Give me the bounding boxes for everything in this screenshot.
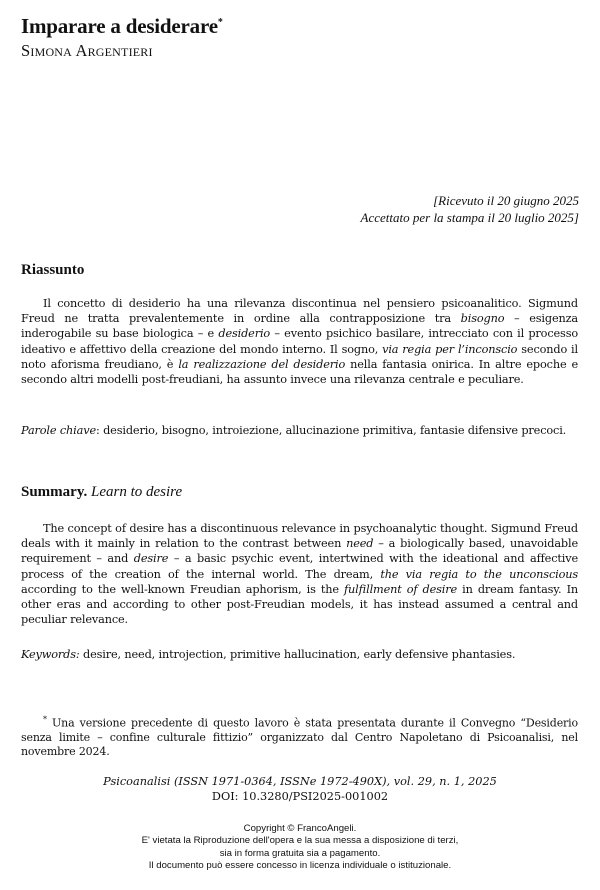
text-run: secondo il noto aforisma freudiano, è <box>21 342 578 371</box>
article-title <box>21 14 223 39</box>
keywords-text: : desiderio, bisogno, introiezione, allucinazione primitiva, fantasie difensive precoci. <box>96 424 567 437</box>
summary-paragraph <box>21 521 578 627</box>
text-run: via regia per l’inconscio <box>382 342 518 356</box>
summary-heading-label: Summary. <box>21 484 88 500</box>
journal-info <box>0 774 600 804</box>
text-run: – evento psichico basilare, intrecciato con il processo ideativo e affettivo della creazione del mondo interno. Il sogno, <box>21 327 578 356</box>
text-run: need <box>346 537 374 551</box>
text-run: – a biologically based, unavoidable requirement – and <box>21 537 578 566</box>
text-run: desire <box>133 552 169 566</box>
keywords-text: desire, need, introjection, primitive hallucination, early defensive phantasies. <box>79 648 516 661</box>
copyright-notice <box>0 823 600 872</box>
footnote-marker: * <box>217 17 223 28</box>
keywords-label: Keywords: <box>21 648 80 661</box>
copyright-line: Il documento può essere concesso in licenza individuale o istituzionale. <box>148 859 452 871</box>
riassunto-heading: Riassunto <box>21 262 85 278</box>
summary-keywords <box>21 647 578 662</box>
text-run: – esigenza inderogabile su base biologica – e <box>21 312 578 341</box>
journal-citation: Psicoanalisi (ISSN 1971-0364, ISSNe 1972-490X), vol. 29, n. 1, 2025 <box>103 775 497 788</box>
copyright-line: Copyright © FrancoAngeli. <box>243 823 357 834</box>
footnote-marker: * <box>43 715 47 724</box>
article-title-text: Imparare a desiderare <box>21 14 218 38</box>
riassunto-paragraph <box>21 296 578 387</box>
text-run: Il concetto di desiderio ha una rilevanza discontinua nel pensiero psicoanalitico. Sigmund Freud ne tratta prevalentemente in ordine alla contrapposizione tra <box>21 297 578 326</box>
text-run: in dream fantasy. In other eras and according to other post-Freudian models, it has instead assumed a central and peculiar relevance. <box>21 582 579 627</box>
keywords-label: Parole chiave <box>21 424 96 437</box>
text-run: – a basic psychic event, intertwined with the ideational and affective process of the creation of the internal world. The dream, <box>21 552 578 581</box>
doi: DOI: 10.3280/PSI2025-001002 <box>211 790 389 803</box>
text-run: fulfillment of desire <box>344 582 458 596</box>
copyright-line: sia in forma gratuita sia a pagamento. <box>219 847 381 859</box>
text-run: according to the well-known Freudian aphorism, is the <box>21 582 345 596</box>
text-run: desiderio <box>218 327 271 341</box>
riassunto-keywords <box>21 423 578 438</box>
received-dates <box>361 192 579 226</box>
summary-subtitle: Learn to desire <box>91 484 183 500</box>
text-run: bisogno <box>460 312 505 326</box>
author-name: Simona Argentieri <box>21 41 153 60</box>
text-run: The concept of desire has a discontinuous relevance in psychoanalytic thought. Sigmund Freud deals with it mainly in relation to the contrast between <box>21 522 578 551</box>
footnote <box>21 713 578 760</box>
text-run: nella fantasia onirica. In altre epoche e secondo altri modelli post-freudiani, ha assunto invece una rilevanza centrale e peculiare. <box>21 357 578 387</box>
text-run: the via regia to the unconscious <box>380 567 579 581</box>
received-date: [Ricevuto il 20 giugno 2025 <box>433 193 579 208</box>
text-run: la realizzazione del desiderio <box>178 357 346 371</box>
copyright-line: E' vietata la Riproduzione dell'opera e la sua messa a disposizione di terzi, <box>141 835 459 847</box>
accepted-date: Accettato per la stampa il 20 luglio 2025] <box>360 210 579 225</box>
footnote-text: Una versione precedente di questo lavoro è stata presentata durante il Convegno “Desiderio senza limite – confine culturale fittizio” organizzato dal Centro Napoletano di Psicoanalisi, nel novembre 2024. <box>21 716 578 759</box>
summary-heading <box>21 484 182 501</box>
